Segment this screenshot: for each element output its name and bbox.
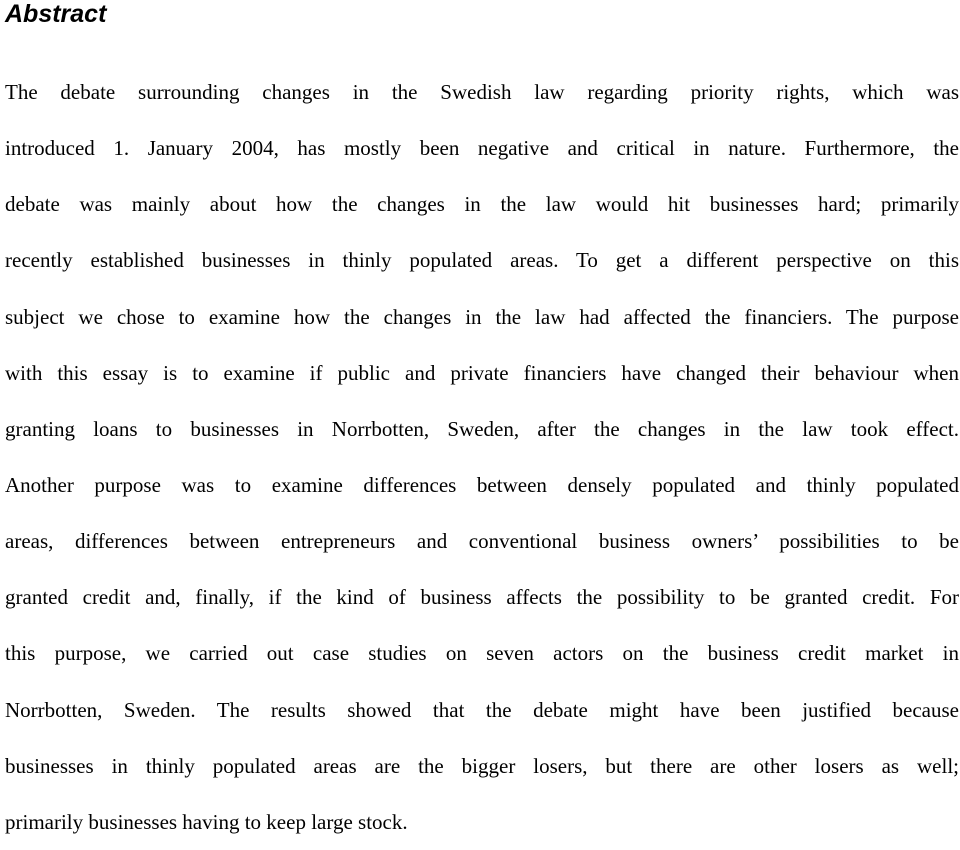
paragraph-line: granted credit and, finally, if the kind of business affects the possibility to be granted credit. For	[5, 585, 959, 610]
paragraph-line: primarily businesses having to keep large stock.	[5, 809, 408, 834]
paragraph-line: Another purpose was to examine differences between densely populated and thinly populated	[5, 472, 959, 497]
paragraph-line: this purpose, we carried out case studies on seven actors on the business credit market in	[5, 641, 959, 666]
paragraph-line: areas, differences between entrepreneurs and conventional business owners’ possibilities to be	[5, 529, 959, 554]
paragraph-line: Norrbotten, Sweden. The results showed that the debate might have been justified because	[5, 697, 959, 722]
paragraph-line: The debate surrounding changes in the Swedish law regarding priority rights, which was	[5, 80, 959, 104]
paragraph-line: introduced 1. January 2004, has mostly been negative and critical in nature. Furthermore, the	[5, 136, 959, 161]
abstract-paragraph	[5, 28, 959, 850]
paragraph-line: granting loans to businesses in Norrbotten, Sweden, after the changes in the law took effect.	[5, 416, 959, 441]
paragraph-line: with this essay is to examine if public and private financiers have changed their behaviour when	[5, 360, 959, 385]
section-heading: Abstract	[5, 0, 107, 28]
paragraph-line: debate was mainly about how the changes in the law would hit businesses hard; primarily	[5, 192, 959, 217]
paragraph-line: subject we chose to examine how the changes in the law had affected the financiers. The purpose	[5, 304, 959, 329]
document-page	[5, 0, 959, 850]
paragraph-line: recently established businesses in thinly populated areas. To get a different perspective on this	[5, 248, 959, 273]
paragraph-line: businesses in thinly populated areas are the bigger losers, but there are other losers as well;	[5, 753, 959, 778]
